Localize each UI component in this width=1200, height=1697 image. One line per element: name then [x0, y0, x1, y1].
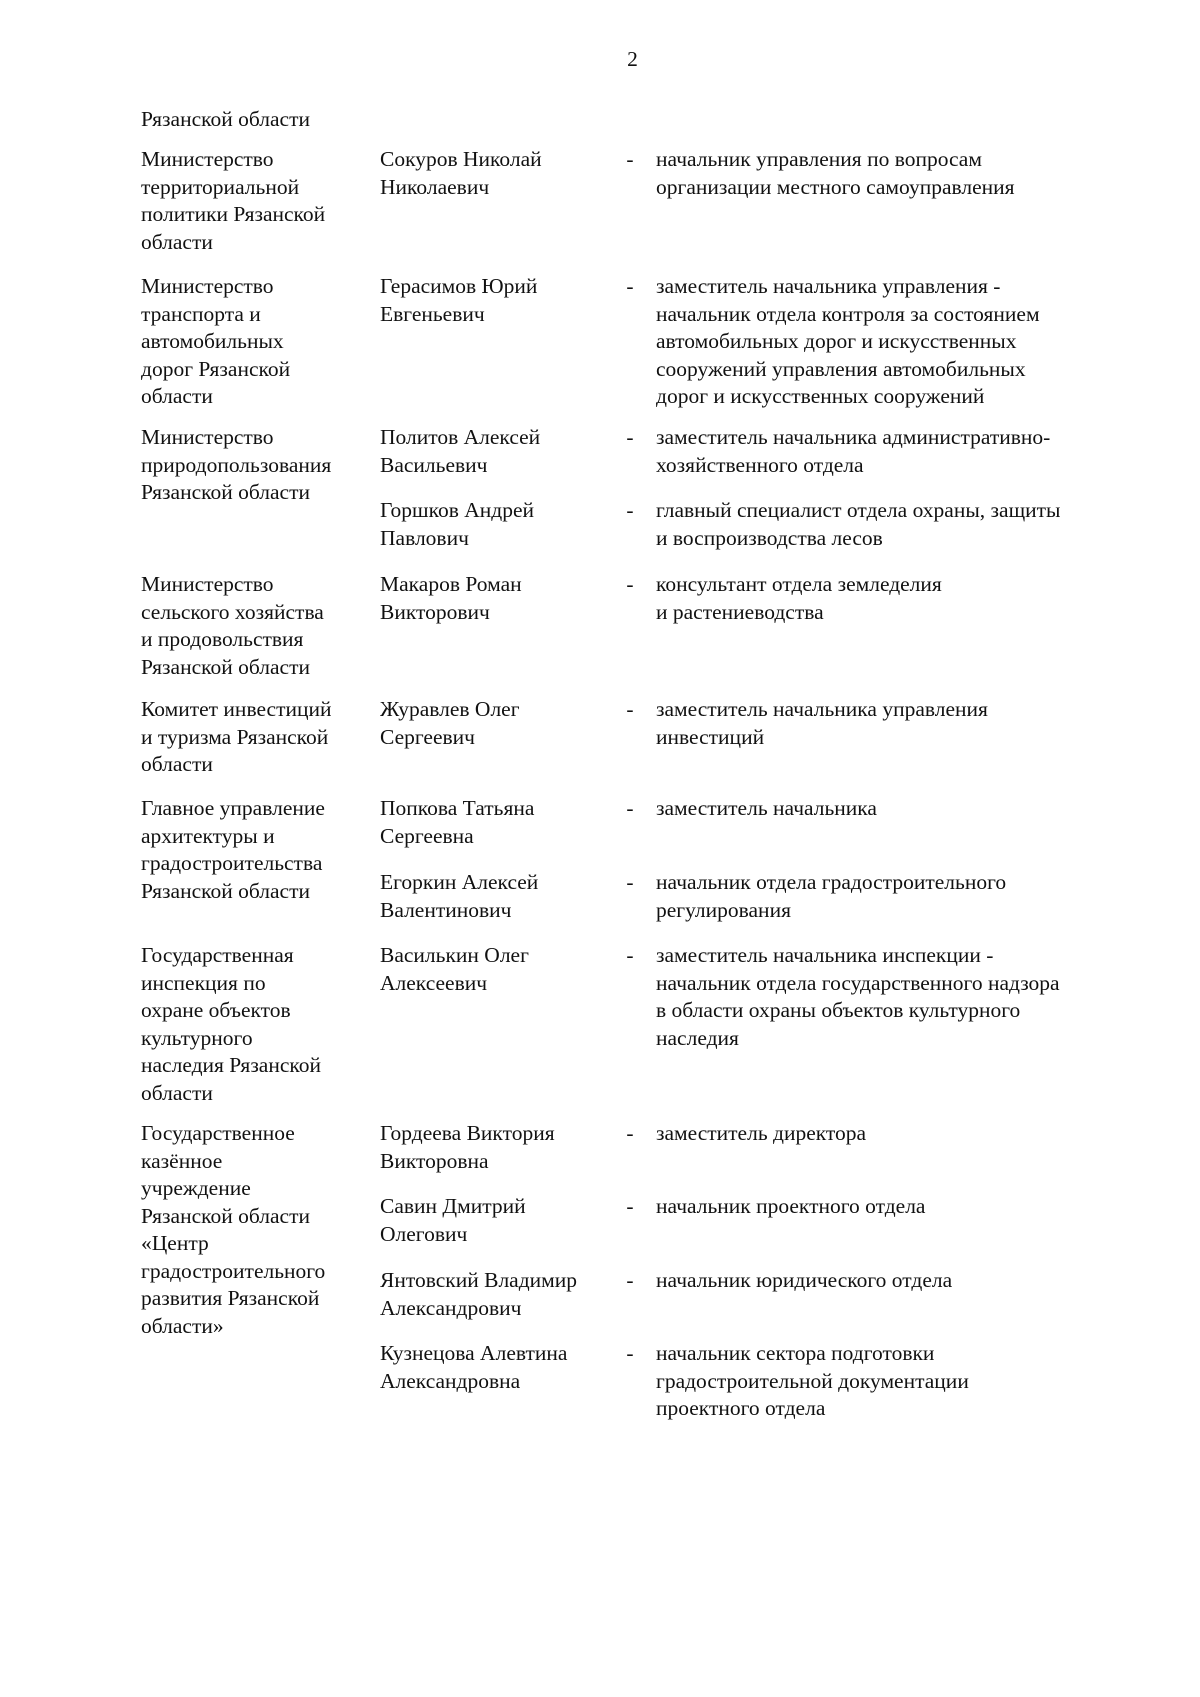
person-name	[380, 1193, 620, 1248]
organization-name-line: Комитет инвестиций	[141, 697, 332, 721]
person-name-line: Гордеева Виктория	[380, 1121, 555, 1145]
person-name	[380, 497, 620, 552]
organization-name	[141, 571, 366, 681]
person-name-line: Олегович	[380, 1221, 468, 1246]
person-name-line: Кузнецова Алевтина	[380, 1341, 568, 1365]
organization-name-line: наследия Рязанской	[141, 1053, 322, 1077]
dash-separator: -	[626, 425, 634, 449]
page-number: 2	[627, 47, 638, 71]
dash-separator: -	[626, 697, 634, 721]
person-name-line: Егоркин Алексей	[380, 870, 539, 894]
organization-name-line: Министерство	[141, 274, 274, 298]
person-name	[380, 273, 620, 328]
position-title-line: сооружений управления автомобильных	[656, 356, 1026, 381]
position-title-line: консультант отдела земледелия	[656, 572, 942, 596]
organization-name-line: Государственное	[141, 1121, 295, 1145]
person-name	[380, 424, 620, 479]
organization-name-line: области»	[141, 1313, 224, 1338]
position-title	[656, 497, 1116, 552]
position-title	[656, 273, 1116, 411]
organization-name-line: природопользования	[141, 452, 332, 477]
organization-name	[141, 424, 366, 507]
person-name	[380, 696, 620, 751]
position-title-line: заместитель начальника административно-	[656, 425, 1051, 449]
dash-separator: -	[626, 572, 634, 596]
dash-separator: -	[626, 1194, 634, 1218]
person-name	[380, 146, 620, 201]
position-title-line: и воспроизводства лесов	[656, 525, 883, 550]
person-name-line: Сергеевна	[380, 823, 474, 848]
dash-separator: -	[626, 870, 634, 894]
dash-separator: -	[626, 796, 634, 820]
position-title-line: проектного отдела	[656, 1396, 826, 1420]
position-title-line: начальник проектного отдела	[656, 1194, 926, 1218]
person-name-line: Александровна	[380, 1368, 521, 1393]
organization-name-line: развития Рязанской	[141, 1286, 320, 1310]
organization-name-line: и продовольствия	[141, 627, 304, 651]
position-title-line: наследия	[656, 1025, 739, 1050]
position-title	[656, 146, 1116, 201]
organization-name	[141, 696, 366, 779]
organization-name-line: охране объектов	[141, 998, 291, 1022]
organization-name-line: «Центр	[141, 1231, 209, 1255]
organization-name-line: Рязанской области	[141, 654, 310, 679]
organization-name-line: Рязанской области	[141, 1203, 310, 1228]
position-title-line: градостроительной документации	[656, 1368, 969, 1393]
organization-name-line: инспекция по	[141, 970, 266, 995]
person-name	[380, 571, 620, 626]
person-name-line: Политов Алексей	[380, 425, 541, 449]
position-title-line: заместитель начальника управления	[656, 697, 988, 721]
position-title-line: в области охраны объектов культурного	[656, 998, 1021, 1022]
person-name-line: Александрович	[380, 1295, 522, 1320]
organization-name-line: архитектуры и	[141, 823, 275, 848]
position-title-line: начальник отдела контроля за состоянием	[656, 301, 1040, 326]
dash-separator: -	[626, 274, 634, 298]
position-title	[656, 424, 1116, 479]
position-title-line: и растениеводства	[656, 599, 824, 624]
person-name-line: Сергеевич	[380, 724, 475, 749]
organization-name-line: Рязанской области	[141, 878, 310, 903]
organization-name-line: Министерство	[141, 425, 274, 449]
position-title-line: организации местного самоуправления	[656, 174, 1015, 199]
organization-name	[141, 1120, 366, 1340]
continuation-text: Рязанской области	[141, 107, 310, 131]
organization-name-line: автомобильных	[141, 329, 284, 353]
person-name-line: Макаров Роман	[380, 572, 522, 596]
person-name-line: Сокуров Николай	[380, 147, 542, 171]
position-title	[656, 1120, 1116, 1148]
organization-name-line: Государственная	[141, 943, 294, 967]
dash-separator: -	[626, 498, 634, 522]
organization-name-line: учреждение	[141, 1176, 251, 1200]
dash-separator: -	[626, 1341, 634, 1365]
person-name-line: Алексеевич	[380, 970, 488, 995]
position-title	[656, 795, 1116, 823]
position-title	[656, 869, 1116, 924]
organization-name-line: области	[141, 1080, 213, 1105]
organization-name-line: Главное управление	[141, 796, 325, 820]
person-name-line: Павлович	[380, 525, 469, 550]
organization-name	[141, 146, 366, 256]
position-title	[656, 1267, 1116, 1295]
person-name-line: Герасимов Юрий	[380, 274, 538, 298]
person-name-line: Савин Дмитрий	[380, 1194, 526, 1218]
organization-name-line: Министерство	[141, 147, 274, 171]
position-title-line: начальник сектора подготовки	[656, 1341, 935, 1365]
organization-name-line: Министерство	[141, 572, 274, 596]
position-title-line: заместитель начальника управления -	[656, 274, 1001, 298]
position-title-line: начальник юридического отдела	[656, 1268, 953, 1292]
organization-name-line: территориальной	[141, 174, 300, 199]
position-title	[656, 942, 1116, 1052]
organization-name	[141, 795, 366, 905]
organization-name-line: казённое	[141, 1148, 223, 1173]
position-title-line: регулирования	[656, 897, 791, 922]
organization-name	[141, 273, 366, 411]
position-title-line: главный специалист отдела охраны, защиты	[656, 498, 1061, 522]
position-title	[656, 1340, 1116, 1423]
position-title-line: начальник отдела государственного надзора	[656, 970, 1060, 995]
person-name-line: Николаевич	[380, 174, 490, 199]
position-title	[656, 1193, 1116, 1221]
person-name-line: Евгеньевич	[380, 301, 485, 326]
position-title	[656, 696, 1116, 751]
organization-name	[141, 942, 366, 1107]
dash-separator: -	[626, 1268, 634, 1292]
person-name	[380, 869, 620, 924]
organization-name-line: области	[141, 229, 213, 254]
position-title-line: заместитель начальника	[656, 796, 877, 820]
organization-name-line: культурного	[141, 1025, 253, 1050]
dash-separator: -	[626, 147, 634, 171]
organization-name-line: дорог Рязанской	[141, 356, 291, 381]
person-name-line: Журавлев Олег	[380, 697, 520, 721]
person-name-line: Горшков Андрей	[380, 498, 534, 522]
person-name-line: Попкова Татьяна	[380, 796, 535, 820]
person-name-line: Васильевич	[380, 452, 488, 477]
position-title-line: заместитель начальника инспекции -	[656, 943, 994, 967]
position-title-line: дорог и искусственных сооружений	[656, 384, 985, 408]
person-name-line: Викторович	[380, 599, 490, 624]
position-title-line: заместитель директора	[656, 1121, 867, 1145]
position-title-line: автомобильных дорог и искусственных	[656, 329, 1017, 353]
organization-name-line: области	[141, 384, 213, 408]
organization-name-line: градостроительного	[141, 1258, 326, 1283]
organization-name-line: и туризма Рязанской	[141, 724, 329, 749]
organization-name-line: области	[141, 752, 213, 776]
dash-separator: -	[626, 943, 634, 967]
person-name	[380, 1340, 620, 1395]
person-name-line: Янтовский Владимир	[380, 1268, 578, 1292]
organization-name-line: градостроительства	[141, 851, 323, 875]
position-title-line: инвестиций	[656, 724, 765, 749]
position-title	[656, 571, 1116, 626]
organization-name-line: политики Рязанской	[141, 202, 326, 226]
position-title-line: начальник отдела градостроительного	[656, 870, 1007, 894]
person-name	[380, 1267, 620, 1322]
organization-name-line: Рязанской области	[141, 480, 310, 504]
person-name	[380, 795, 620, 850]
person-name-line: Викторовна	[380, 1148, 489, 1173]
organization-name-line: транспорта и	[141, 301, 261, 326]
person-name	[380, 1120, 620, 1175]
person-name	[380, 942, 620, 997]
person-name-line: Василькин Олег	[380, 943, 529, 967]
person-name-line: Валентинович	[380, 897, 512, 922]
position-title-line: хозяйственного отдела	[656, 452, 864, 477]
organization-name-line: сельского хозяйства	[141, 599, 324, 624]
position-title-line: начальник управления по вопросам	[656, 147, 982, 171]
dash-separator: -	[626, 1121, 634, 1145]
